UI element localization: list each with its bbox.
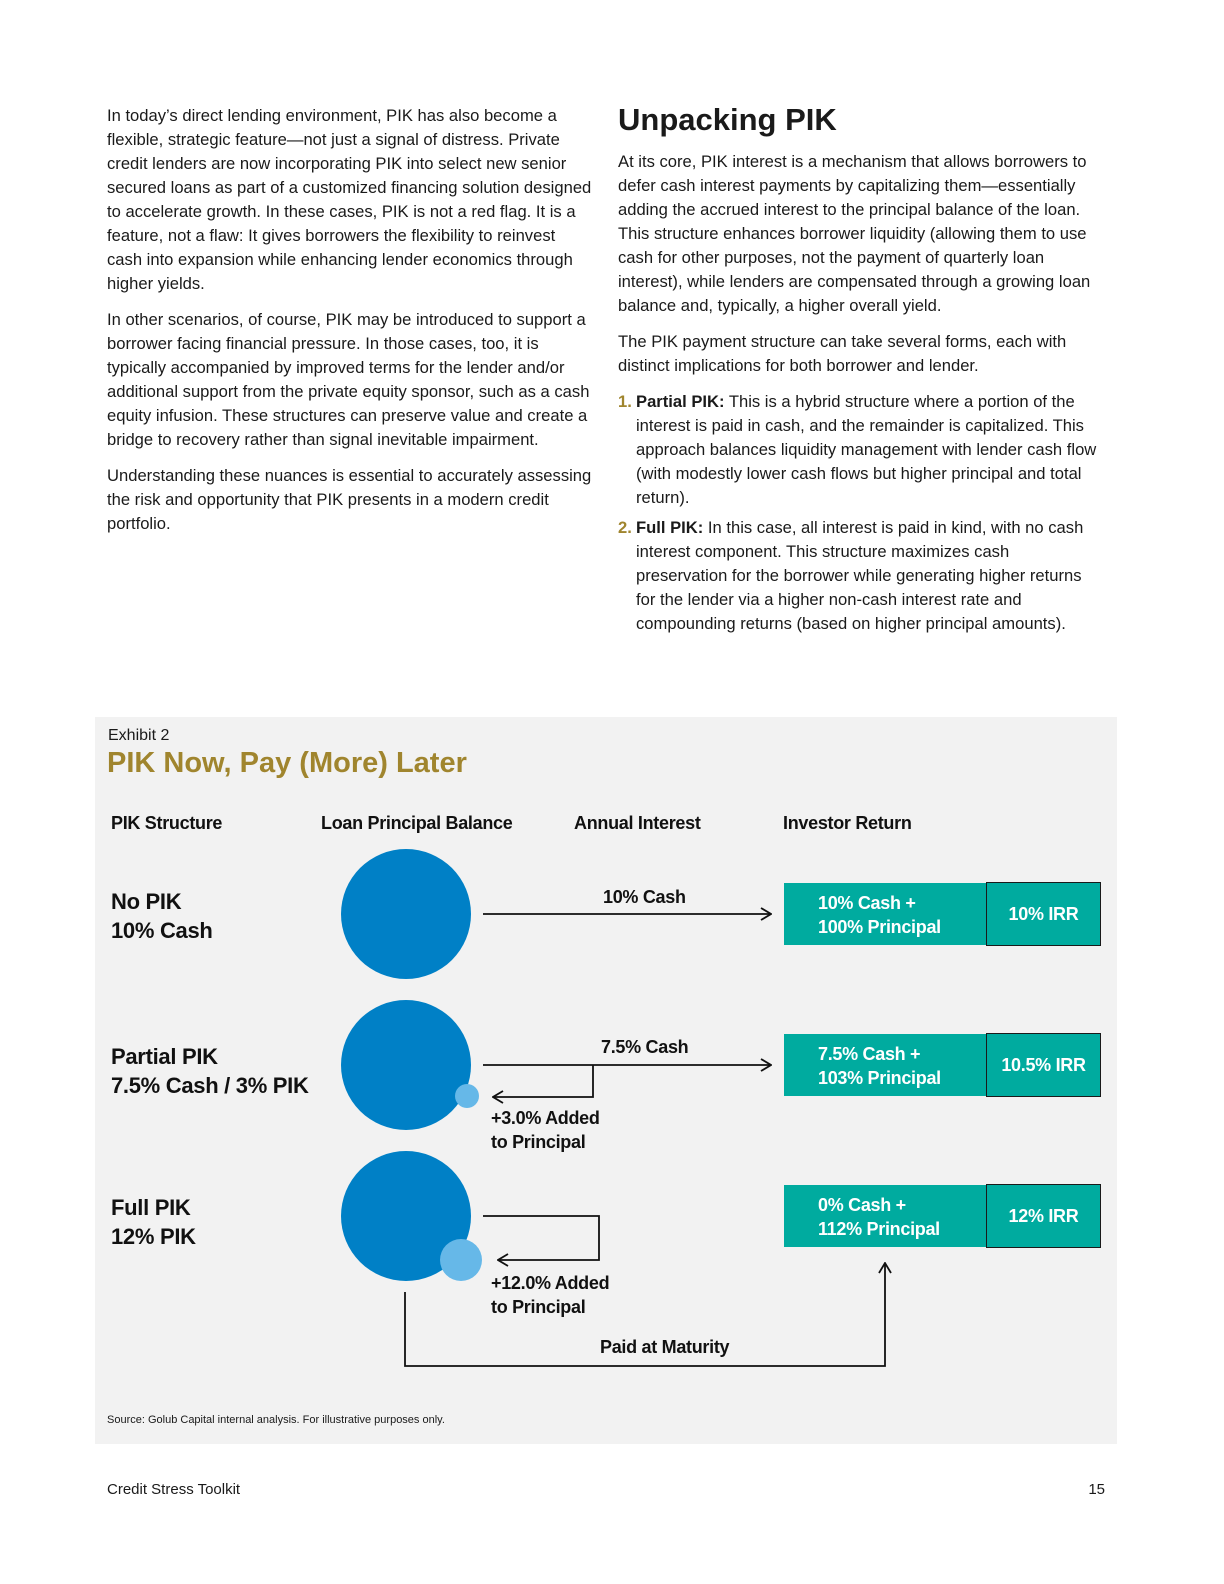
row-label-line: 10% Cash (111, 918, 213, 943)
list-item-title: Partial PIK: (636, 392, 725, 411)
irr-box-full-pik: 12% IRR (986, 1184, 1101, 1248)
column-header-return: Investor Return (783, 813, 912, 833)
list-item (618, 516, 1104, 636)
exhibit-label: Exhibit 2 (108, 727, 170, 744)
pik-loop-arrow-partial (493, 1065, 593, 1097)
irr-box-partial-pik: 10.5% IRR (986, 1033, 1101, 1097)
return-line: 103% Principal (818, 1068, 941, 1088)
right-paragraph-1: At its core, PIK interest is a mechanism that allows borrowers to defer cash interest payments by capitalizing them—essentially adding the accrued interest to the principal balance of the loan. This structure enhances borrower liquidity (allowing them to use cash for other purposes, not the payment of quarterly loan interest), while lenders are compensated through a growing loan balance and, typically, a higher overall yield. (618, 152, 1091, 315)
pik-addition-circle-full (440, 1239, 482, 1281)
right-paragraph-2: The PIK payment structure can take several forms, each with distinct implications for both borrower and lender. (618, 332, 1067, 375)
added-label-line: +3.0% Added (491, 1108, 600, 1128)
exhibit-title: PIK Now, Pay (More) Later (107, 747, 467, 779)
return-line: 7.5% Cash + (818, 1044, 921, 1064)
list-item-text: This is a hybrid structure where a portion of the interest is paid in cash, and the remainder is capitalized. This approach balances liquidity management with lender cash flow (with modestly lower cash flows but higher principal and total return). (636, 392, 1097, 507)
added-label-partial-pik (491, 1106, 600, 1154)
return-line: 100% Principal (818, 917, 941, 937)
row-label-partial-pik (111, 1042, 309, 1100)
added-label-full-pik (491, 1271, 609, 1319)
return-box-full-pik (784, 1185, 986, 1247)
row-label-no-pik (111, 887, 213, 945)
row-label-line: Partial PIK (111, 1044, 218, 1069)
irr-box-no-pik: 10% IRR (986, 882, 1101, 946)
column-header-structure: PIK Structure (111, 813, 223, 833)
return-line: 0% Cash + (818, 1195, 906, 1215)
left-paragraph-2: In other scenarios, of course, PIK may be introduced to support a borrower facing financial pressure. In those cases, too, it is typically accompanied by improved terms for the lender and/or additional support from the private equity sponsor, such as a cash equity infusion. These structures can preserve value and create a bridge to recovery rather than signal inevitable impairment. (107, 310, 590, 449)
right-column (618, 100, 1104, 642)
return-box-no-pik (784, 883, 986, 945)
added-label-line: +12.0% Added (491, 1273, 610, 1293)
left-paragraph-1: In today’s direct lending environment, PIK has also become a flexible, strategic feature—not just a signal of distress. Private credit lenders are now incorporating PIK into select new senior secured loans as part of a customized financing solution designed to accelerate growth. In these cases, PIK is not a red flag. It is a feature, not a flaw: It gives borrowers the flexibility to reinvest cash into expansion while enhancing lender economics through higher yields. (107, 106, 592, 293)
exhibit-panel (95, 717, 1117, 1444)
footer-title: Credit Stress Toolkit (107, 1481, 241, 1498)
added-label-line: to Principal (491, 1297, 586, 1317)
list-number: 2. (618, 518, 632, 537)
principal-circle-partial-pik (341, 1000, 471, 1130)
row-label-line: 7.5% Cash / 3% PIK (111, 1073, 309, 1098)
column-header-principal: Loan Principal Balance (321, 813, 513, 833)
pik-forms-list (618, 390, 1104, 636)
row-label-line: No PIK (111, 889, 182, 914)
maturity-label: Paid at Maturity (600, 1337, 730, 1357)
row-label-line: 12% PIK (111, 1224, 196, 1249)
return-line: 112% Principal (818, 1219, 940, 1239)
source-note: Source: Golub Capital internal analysis. For illustrative purposes only. (107, 1414, 445, 1426)
left-column (107, 104, 592, 548)
pik-addition-circle-partial (455, 1084, 479, 1108)
list-number: 1. (618, 392, 632, 411)
section-heading: Unpacking PIK (618, 102, 837, 137)
return-box-partial-pik (784, 1034, 986, 1096)
row-label-line: Full PIK (111, 1195, 191, 1220)
page-number: 15 (1088, 1481, 1105, 1498)
return-line: 10% Cash + (818, 893, 916, 913)
principal-circle-no-pik (341, 849, 471, 979)
list-item-title: Full PIK: (636, 518, 704, 537)
list-item-text: In this case, all interest is paid in kind, with no cash interest component. This structure maximizes cash preservation for the borrower while generating higher returns for the lender via a higher non-cash interest rate and compounding returns (based on higher principal amounts). (636, 518, 1084, 633)
cash-label-partial-pik: 7.5% Cash (601, 1037, 689, 1057)
column-header-interest: Annual Interest (574, 813, 701, 833)
pik-loop-arrow-full (483, 1216, 599, 1260)
cash-label-no-pik: 10% Cash (603, 887, 686, 907)
row-label-full-pik (111, 1193, 196, 1251)
list-item (618, 390, 1104, 510)
added-label-line: to Principal (491, 1132, 586, 1152)
left-paragraph-3: Understanding these nuances is essential to accurately assessing the risk and opportunity that PIK presents in a modern credit portfolio. (107, 466, 592, 533)
